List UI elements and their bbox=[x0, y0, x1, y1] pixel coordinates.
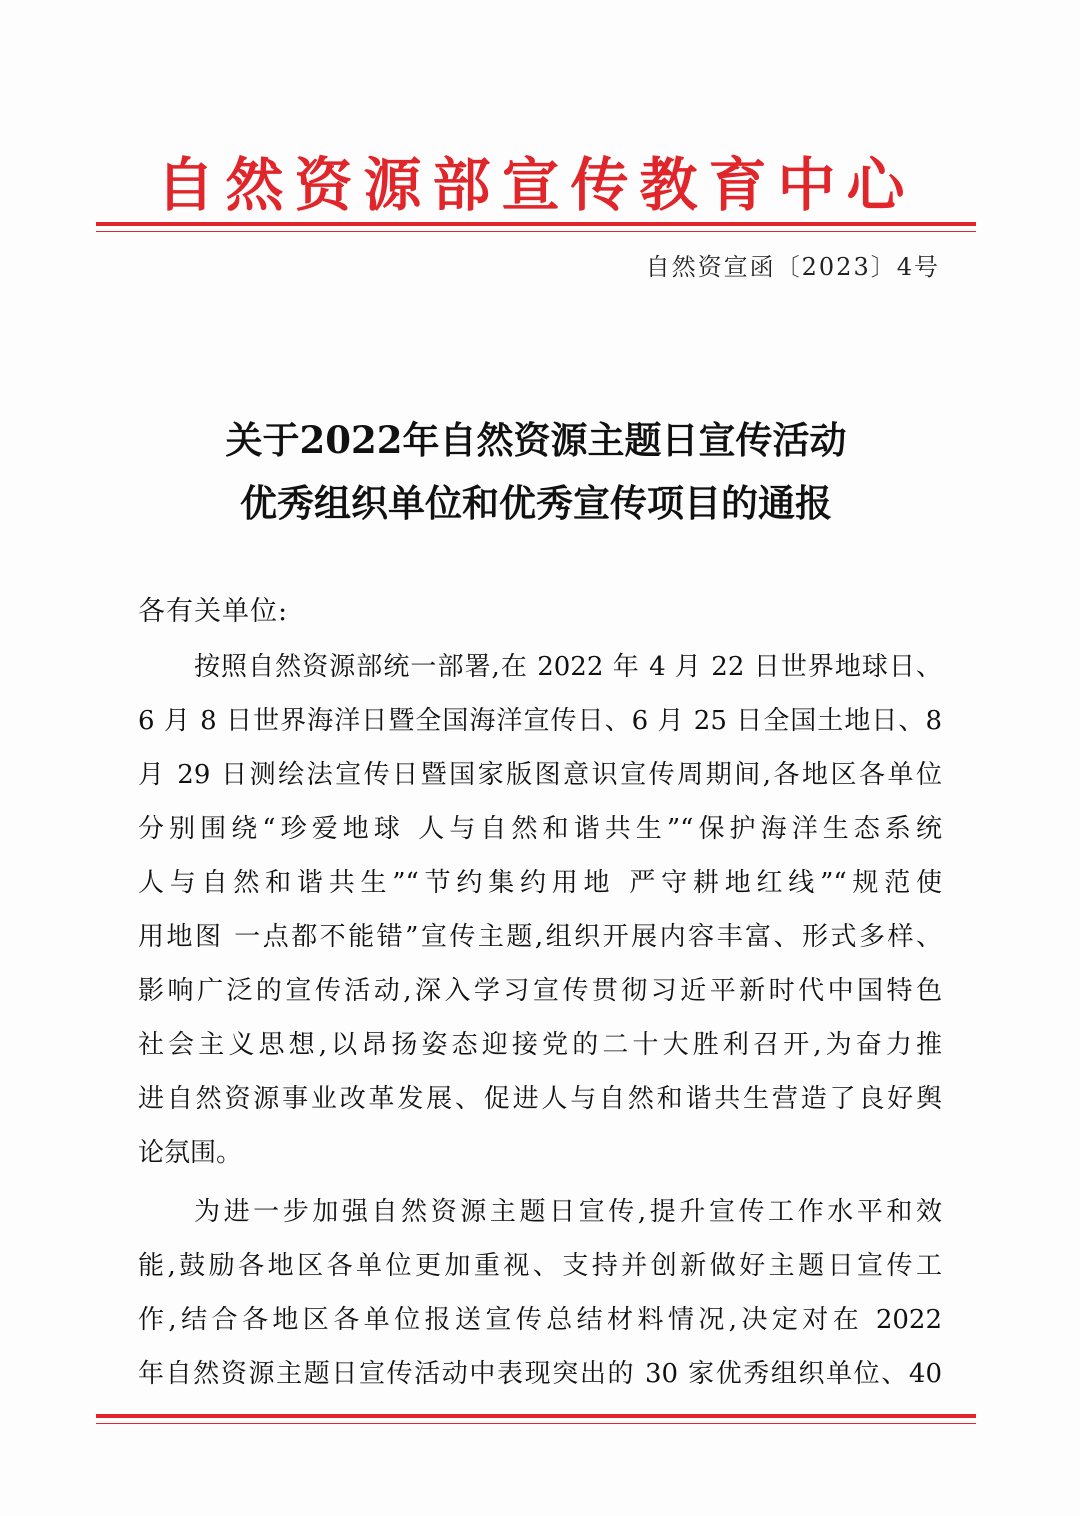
paragraph-1-line: 按照自然资源部统一部署,在 2022 年 4 月 22 日世界地球日、 bbox=[194, 652, 942, 682]
letterhead-title: 自然资源部宣传教育中心 bbox=[156, 151, 916, 219]
footer-rule-thin bbox=[96, 1423, 976, 1424]
footer-rule-thick bbox=[96, 1414, 976, 1418]
paragraph-1-line: 分别围绕“珍爱地球 人与自然和谐共生”“保护海洋生态系统 bbox=[138, 814, 942, 844]
document-title-line-1: 关于2022年自然资源主题日宣传活动 bbox=[225, 418, 847, 462]
paragraph-1-line: 月 29 日测绘法宣传日暨国家版图意识宣传周期间,各地区各单位 bbox=[138, 760, 942, 790]
letterhead-rule-thick bbox=[96, 222, 976, 226]
document-number: 自然资宣函〔2023〕4号 bbox=[645, 253, 940, 281]
paragraph-2-line: 能,鼓励各地区各单位更加重视、支持并创新做好主题日宣传工 bbox=[138, 1251, 942, 1281]
paragraph-1-line: 影响广泛的宣传活动,深入学习宣传贯彻习近平新时代中国特色 bbox=[138, 976, 942, 1006]
document-title-line-2: 优秀组织单位和优秀宣传项目的通报 bbox=[240, 481, 832, 525]
paragraph-1-line: 进自然资源事业改革发展、促进人与自然和谐共生营造了良好舆 bbox=[138, 1084, 942, 1114]
salutation: 各有关单位: bbox=[138, 596, 289, 627]
paragraph-2-line: 为进一步加强自然资源主题日宣传,提升宣传工作水平和效 bbox=[194, 1197, 942, 1227]
paragraph-1-line: 论氛围。 bbox=[138, 1138, 243, 1168]
paragraph-1-line: 人与自然和谐共生”“节约集约用地 严守耕地红线”“规范使 bbox=[138, 868, 942, 898]
letterhead-rule-thin bbox=[96, 231, 976, 232]
paragraph-2-line: 年自然资源主题日宣传活动中表现突出的 30 家优秀组织单位、40 bbox=[138, 1359, 942, 1389]
paragraph-1-line: 社会主义思想,以昂扬姿态迎接党的二十大胜利召开,为奋力推 bbox=[138, 1030, 942, 1060]
paragraph-1-line: 6 月 8 日世界海洋日暨全国海洋宣传日、6 月 25 日全国土地日、8 bbox=[138, 706, 942, 736]
paragraph-1-line: 用地图 一点都不能错”宣传主题,组织开展内容丰富、形式多样、 bbox=[138, 922, 942, 952]
paragraph-2-line: 作,结合各地区各单位报送宣传总结材料情况,决定对在 2022 bbox=[138, 1305, 942, 1335]
